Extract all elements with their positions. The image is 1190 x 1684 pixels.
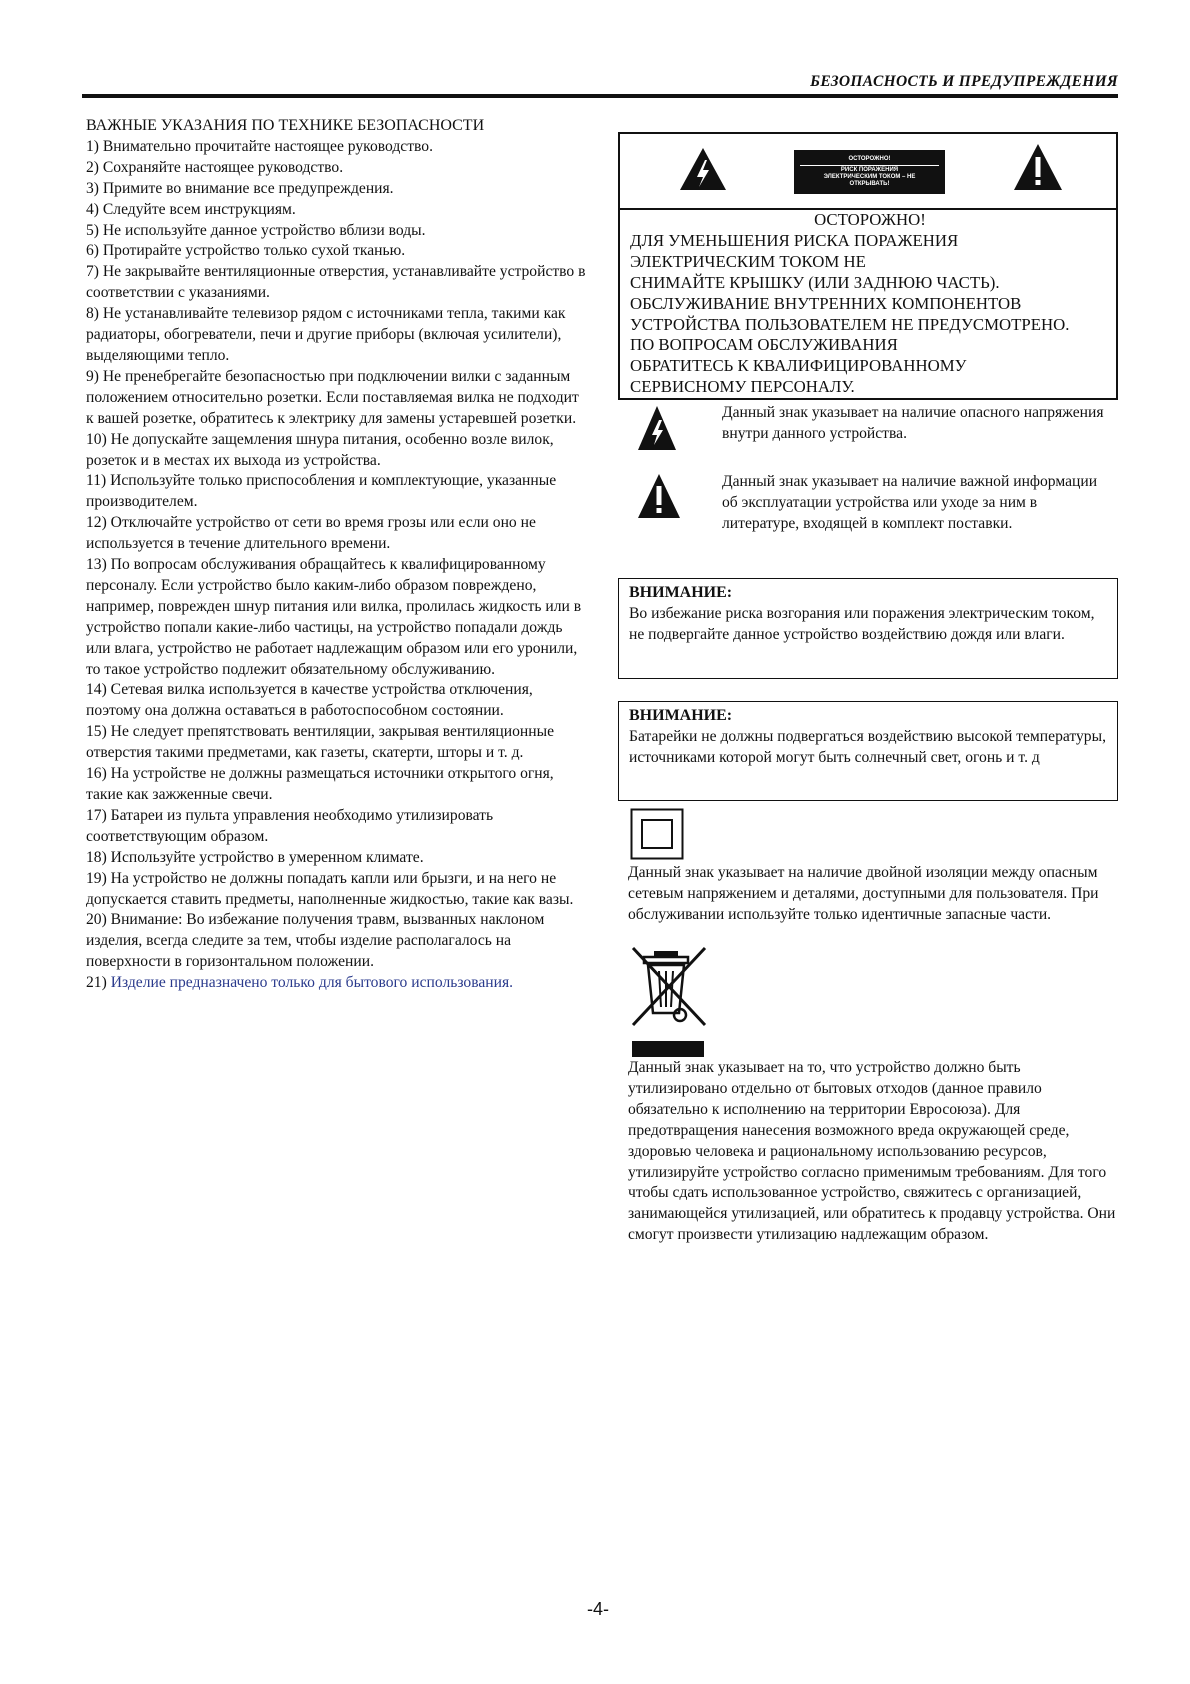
caution-line: УСТРОЙСТВА ПОЛЬЗОВАТЕЛЕМ НЕ ПРЕДУСМОТРЕНО.	[630, 314, 1070, 334]
double-insulation-icon	[630, 808, 684, 860]
voltage-sign-text: Данный знак указывает на наличие опасного напряжения внутри данного устройства.	[722, 404, 1104, 442]
instruction-item: 7) Не закрывайте вентиляционные отверстия, устанавливайте устройство в соответствии с указаниями.	[86, 263, 586, 302]
warning-title: ВНИМАНИЕ:	[629, 707, 733, 724]
caution-line: ОБСЛУЖИВАНИЕ ВНУТРЕННИХ КОМПОНЕНТОВ	[630, 293, 1022, 313]
caution-label-line: ЭЛЕКТРИЧЕСКИМ ТОКОМ – НЕ	[823, 174, 916, 180]
page-number: -4-	[587, 1599, 609, 1619]
instruction-item: 17) Батареи из пульта управления необходимо утилизировать соответствующим образом.	[86, 806, 494, 845]
item-21-text: Изделие предназначено только для бытового использования.	[110, 974, 514, 992]
page-header-title: БЕЗОПАСНОСТЬ И ПРЕДУПРЕЖДЕНИЯ	[810, 73, 1118, 90]
crossed-out-bin-icon	[630, 945, 708, 1057]
safety-instructions	[86, 116, 586, 994]
instruction-item-21	[86, 973, 586, 994]
caution-label-line: РИСК ПОРАЖЕНИЯ	[840, 167, 899, 173]
instruction-item: 3) Примите во внимание все предупреждения.	[86, 179, 394, 197]
instruction-item: 8) Не устанавливайте телевизор рядом с источниками тепла, такими как радиаторы, обогреватели, печи и другие приборы (включая усилители), выделяющими тепло.	[86, 305, 566, 364]
double-insulation-text: Данный знак указывает на наличие двойной изоляции между опасным сетевым напряжением и деталями, доступными для пользователя. При обслуживании используйте только идентичные запасные части.	[628, 864, 1099, 923]
instruction-item: 10) Не допускайте защемления шнура питания, особенно возле вилок, розеток и в местах их выхода из устройства.	[86, 430, 554, 469]
instruction-item: 11) Используйте только приспособления и комплектующие, указанные производителем.	[86, 472, 557, 511]
instruction-item: 16) На устройстве не должны размещаться источники открытого огня, такие как зажженные свечи.	[86, 765, 554, 803]
warning-title: ВНИМАНИЕ:	[629, 584, 733, 601]
instruction-item: 18) Используйте устройство в умеренном климате.	[86, 848, 424, 866]
warning-box-moisture	[618, 578, 1118, 679]
exclamation-icon	[1012, 142, 1064, 192]
instruction-item: 20) Внимание: Во избежание получения травм, вызванных наклоном изделия, всегда следите за тем, чтобы изделие располагалось на поверхности в горизонтальном положении.	[86, 911, 545, 971]
caution-label	[794, 150, 945, 194]
instruction-item: 6) Протирайте устройство только сухой тканью.	[86, 242, 406, 260]
caution-label-line: ОТКРЫВАТЬ!	[849, 181, 890, 187]
instruction-item: 13) По вопросам обслуживания обращайтесь к квалифицированному персоналу. Если устройство было каким-либо образом повреждено, например, поврежден шнур питания или вилка, пролилась жидкость или в устройство попали какие-либо частицы, на устройство попадали дождь или влага, устройство не работает надлежащим образом или его уронили, то такое устройство подлежит обязательному обслуживанию.	[86, 556, 582, 678]
instruction-item: 2) Сохраняйте настоящее руководство.	[86, 158, 344, 176]
instructions-heading: ВАЖНЫЕ УКАЗАНИЯ ПО ТЕХНИКЕ БЕЗОПАСНОСТИ	[86, 117, 485, 134]
high-voltage-icon	[678, 146, 728, 192]
caution-line: ОБРАТИТЕСЬ К КВАЛИФИЦИРОВАННОМУ	[630, 356, 967, 376]
instruction-item: 15) Не следует препятствовать вентиляции, закрывая вентиляционные отверстия такими предметами, как газеты, скатерти, шторы и т. д.	[86, 723, 555, 762]
instruction-item: 4) Следуйте всем инструкциям.	[86, 200, 296, 218]
instruction-item: 19) На устройство не должны попадать капли или брызги, и на него не допускается ставить предметы, наполненные жидкостью, такие как вазы.	[86, 869, 574, 908]
instructions-list	[86, 137, 586, 994]
info-sign-text: Данный знак указывает на наличие важной информации об эксплуатации устройства или уходе за ним в литературе, входящей в комплект поставки.	[722, 473, 1098, 532]
instruction-item: 9) Не пренебрегайте безопасностью при подключении вилки с заданным положением относительно розетки. Если поставляемая вилка не подходит к вашей розетке, обратитесь к электрику для замены устаревшей розетки.	[86, 367, 579, 427]
exclamation-icon	[636, 472, 682, 520]
caution-label-title: ОСТОРОЖНО!	[848, 156, 891, 162]
warning-box-batteries	[618, 701, 1118, 801]
warning-text: Во избежание риска возгорания или поражения электрическим током, не подвергайте данное устройство воздействию дождя или влаги.	[629, 604, 1095, 643]
caution-line: СЕРВИСНОМУ ПЕРСОНАЛУ.	[630, 377, 855, 397]
instruction-item: 1) Внимательно прочитайте настоящее руководство.	[86, 137, 433, 155]
caution-line: СНИМАЙТЕ КРЫШКУ (ИЛИ ЗАДНЮЮ ЧАСТЬ).	[630, 272, 1000, 292]
instruction-item: 14) Сетевая вилка используется в качестве устройства отключения, поэтому она должна оставаться в работоспособном состоянии.	[86, 681, 533, 720]
caution-line: ПО ВОПРОСАМ ОБСЛУЖИВАНИЯ	[630, 335, 898, 355]
high-voltage-icon	[636, 404, 678, 452]
warning-text: Батарейки не должны подвергаться воздействию высокой температуры, источниками которой могут быть солнечный свет, огонь и т. д	[629, 727, 1106, 766]
header-divider	[82, 94, 1118, 98]
instruction-item: 12) Отключайте устройство от сети во время грозы или если оно не используется в течение длительного времени.	[86, 514, 536, 553]
caution-symbols-row	[620, 134, 1116, 210]
caution-title: ОСТОРОЖНО!	[814, 210, 926, 229]
instruction-item: 5) Не используйте данное устройство вблизи воды.	[86, 221, 426, 239]
caution-line: ЭЛЕКТРИЧЕСКИМ ТОКОМ НЕ	[630, 251, 866, 271]
weee-text: Данный знак указывает на то, что устройство должно быть утилизировано отдельно от бытовых отходов (данное правило обязательно к исполнению на территории Евросоюза). Для предотвращения нанесения возможного вреда окружающей среде, здоровью человека и рациональному использованию ресурсов, утилизируйте устройство согласно применимым требованиям. Для того чтобы сдать использованное устройство, свяжитесь с организацией, занимающейся утилизацией, или обратитесь к продавцу устройства. Они смогут произвести утилизацию надлежащим образом.	[628, 1059, 1116, 1244]
caution-line: ДЛЯ УМЕНЬШЕНИЯ РИСКА ПОРАЖЕНИЯ	[630, 230, 959, 250]
caution-box	[618, 132, 1118, 400]
caution-text	[630, 210, 1110, 398]
item-number: 21)	[86, 974, 107, 992]
